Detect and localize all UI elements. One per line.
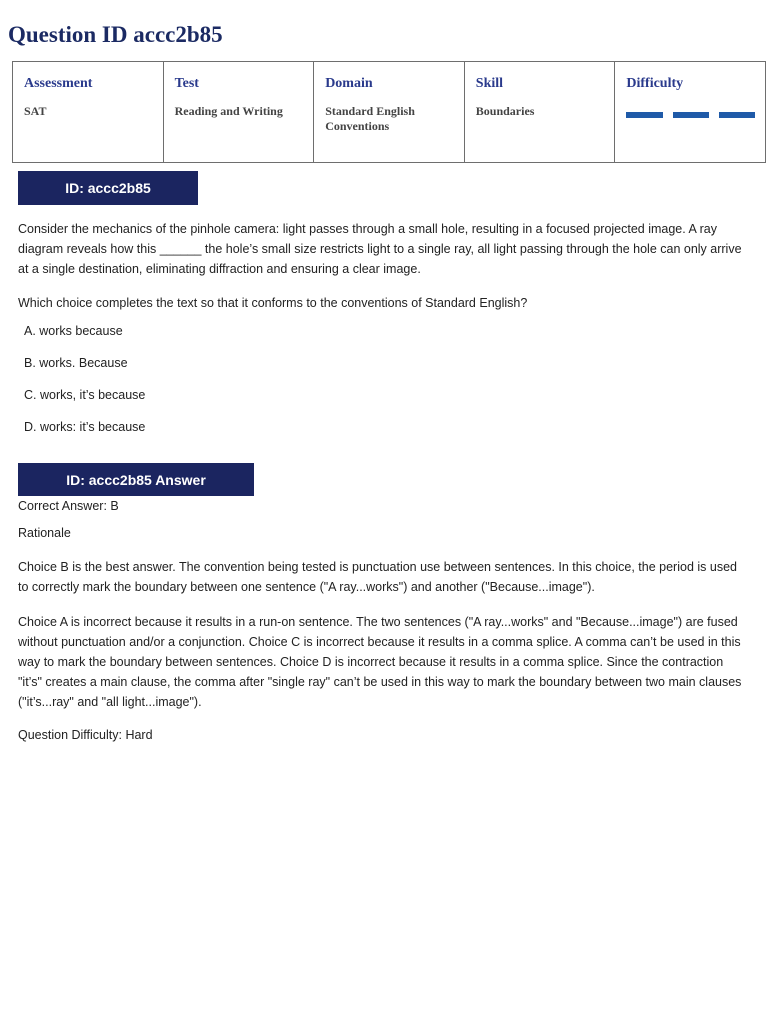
rationale-label: Rationale xyxy=(18,526,71,540)
rationale-paragraph-1: Choice B is the best answer. The convention being tested is punctuation use between sentences. In this choice, the period is used to correctly mark the boundary between one sentence ("A ray...works") and another ("Because...image"). xyxy=(18,560,737,594)
difficulty-label: Difficulty xyxy=(626,76,684,91)
test-value: Reading and Writing xyxy=(174,104,283,118)
question-metadata-table xyxy=(12,61,766,163)
page-title: Question ID accc2b85 xyxy=(8,22,223,47)
domain-cell xyxy=(314,62,465,163)
skill-cell xyxy=(464,62,615,163)
question-prompt: Which choice completes the text so that it conforms to the conventions of Standard English? xyxy=(18,296,528,310)
difficulty-cell xyxy=(615,62,766,163)
choice-c: C. works, it’s because xyxy=(24,388,146,402)
question-id-banner: ID: accc2b85 xyxy=(18,171,198,205)
choice-d: D. works: it’s because xyxy=(24,420,146,434)
correct-answer: Correct Answer: B xyxy=(18,499,119,513)
difficulty-bar xyxy=(673,112,709,118)
choice-a: A. works because xyxy=(24,324,123,338)
assessment-label: Assessment xyxy=(24,76,93,91)
domain-value: Standard English Conventions xyxy=(325,104,415,133)
test-label: Test xyxy=(174,76,199,91)
answer-id-banner: ID: accc2b85 Answer xyxy=(18,463,254,496)
rationale-paragraph-2: Choice A is incorrect because it results in a run-on sentence. The two sentences ("A ray...works" and "Because...image") are fused without punctuation and/or a conjunction. Choice C is incorrect because it results in a comma splice. A comma can’t be used in this way to mark the boundary between sentences. Choice D is incorrect because it results in a comma splice. Since the contraction "it’s" creates a main clause, the comma after "single ray" can’t be used in this way to mark the boundary between two main clauses ("it’s...ray" and "all light...image"). xyxy=(18,615,742,709)
question-difficulty: Question Difficulty: Hard xyxy=(18,728,153,742)
assessment-cell xyxy=(13,62,164,163)
question-passage: Consider the mechanics of the pinhole camera: light passes through a small hole, resulting in a focused projected image. A ray diagram reveals how this ______ the hole’s small size restricts light to a single ray, all light passing through the hole can only arrive at a single destination, eliminating diffraction and ensuring a clear image. xyxy=(18,222,742,276)
difficulty-bar xyxy=(719,112,755,118)
domain-label: Domain xyxy=(325,76,373,91)
difficulty-bar xyxy=(626,112,662,118)
assessment-value: SAT xyxy=(24,104,47,118)
difficulty-indicator xyxy=(626,112,755,118)
skill-label: Skill xyxy=(475,76,504,91)
skill-value: Boundaries xyxy=(475,104,535,118)
test-cell xyxy=(163,62,314,163)
choice-b: B. works. Because xyxy=(24,356,128,370)
